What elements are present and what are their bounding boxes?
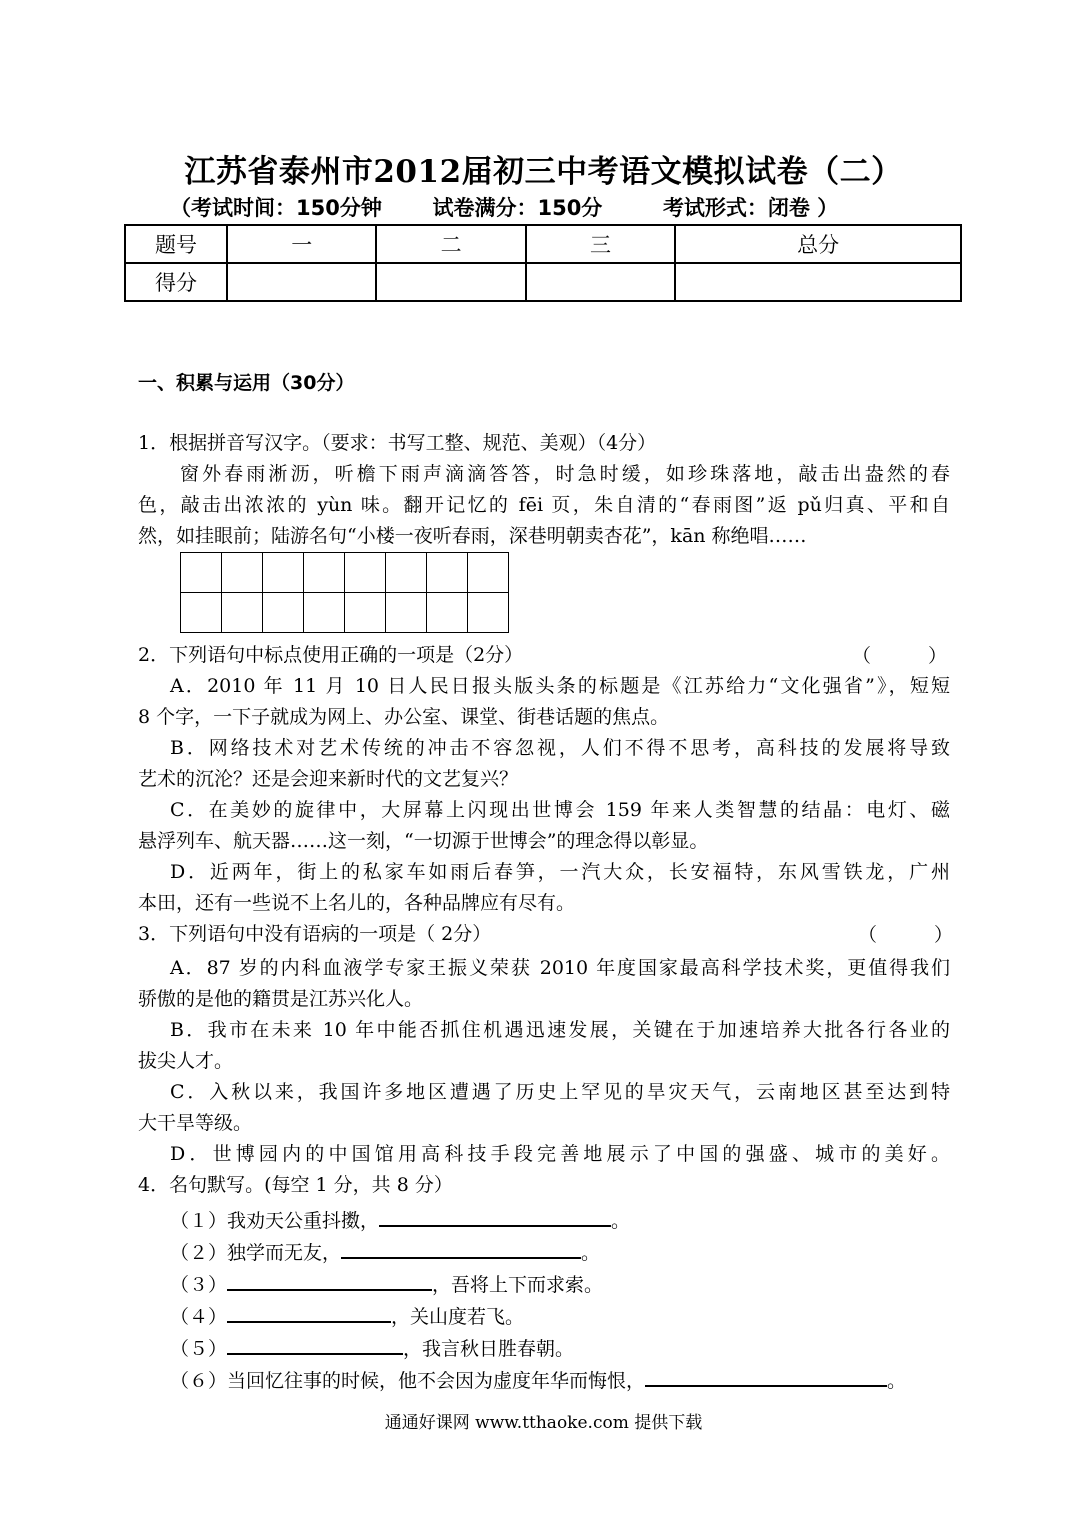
q4-item-1-end: 。 — [611, 1210, 631, 1232]
q4-item-3-end: ，吾将上下而求索。 — [432, 1274, 604, 1296]
q4-item-5-end: ，我言秋日胜春朝。 — [403, 1338, 575, 1360]
q2-option-c-cont: 悬浮列车、航天器……这一刻，“一切源于世博会”的理念得以彰显。 — [138, 830, 709, 852]
q2-answer-bracket[interactable]: （ ） — [852, 645, 948, 667]
q3-answer-bracket[interactable]: （ ） — [858, 924, 954, 946]
q4-item-6-end: 。 — [887, 1370, 907, 1392]
q3-option-d: D．世博园内的中国馆用高科技手段完善地展示了中国的强盛、城市的美好。 — [170, 1143, 950, 1165]
score-header-cell: 二 — [376, 225, 525, 263]
grid-cell[interactable] — [222, 593, 263, 633]
q4-item-6-text: （６）当回忆往事的时候，他不会因为虚度年华而悔恨， — [170, 1370, 646, 1392]
q3-stem: 3．下列语句中没有语病的一项是（ 2分） — [138, 923, 492, 945]
grid-cell[interactable] — [263, 553, 304, 593]
q4-item-1 — [170, 1203, 630, 1236]
q4-item-5 — [170, 1331, 574, 1364]
exam-time: （考试时间：150分钟 — [170, 196, 382, 220]
q2-option-d-cont: 本田，还有一些说不上名儿的，各种品牌应有尽有。 — [138, 892, 576, 914]
score-cell[interactable] — [376, 263, 525, 301]
score-table — [124, 224, 962, 302]
grid-cell[interactable] — [345, 593, 386, 633]
grid-cell[interactable] — [181, 553, 222, 593]
writing-grid — [180, 552, 509, 633]
grid-cell[interactable] — [427, 593, 468, 633]
grid-cell[interactable] — [468, 593, 509, 633]
q1-passage-line: 色，敲击出浓浓的 yùn 味。翻开记忆的 fēi 页，朱自清的“春雨图”返 pǔ归真、平和自 — [138, 494, 950, 516]
section-title: 一、积累与运用（30分） — [138, 372, 355, 394]
q2-option-c: C．在美妙的旋律中，大屏幕上闪现出世博会 159 年来人类智慧的结晶：电灯、磁 — [170, 799, 950, 821]
page-footer: 通通好课网 www.tthaoke.com 提供下载 — [384, 1413, 703, 1433]
q4-item-3-blank[interactable] — [227, 1267, 432, 1291]
grid-cell[interactable] — [222, 553, 263, 593]
grid-cell[interactable] — [427, 553, 468, 593]
grid-cell[interactable] — [304, 593, 345, 633]
score-table-header-row — [125, 225, 961, 263]
q4-item-2-end: 。 — [581, 1242, 601, 1264]
exam-info — [170, 192, 930, 222]
q3-option-b-cont: 拔尖人才。 — [138, 1050, 234, 1072]
grid-cell[interactable] — [181, 593, 222, 633]
q3-option-c: C．入秋以来，我国许多地区遭遇了历史上罕见的旱灾天气，云南地区甚至达到特 — [170, 1081, 950, 1103]
score-cell[interactable] — [526, 263, 675, 301]
q3-option-a: A．87 岁的内科血液学专家王振义荣获 2010 年度国家最高科学技术奖，更值得我们 — [170, 957, 950, 979]
score-header-cell: 三 — [526, 225, 675, 263]
grid-cell[interactable] — [345, 553, 386, 593]
q2-option-a: A．2010 年 11 月 10 日人民日报头版头条的标题是《江苏给力“文化强省”》，短短 — [170, 675, 950, 697]
q2-option-b: B．网络技术对艺术传统的冲击不容忽视，人们不得不思考，高科技的发展将导致 — [170, 737, 950, 759]
q4-stem: 4．名句默写。(每空 1 分，共 8 分） — [138, 1174, 453, 1196]
exam-form: 考试形式：闭卷 ） — [662, 196, 839, 220]
q3-option-b: B．我市在未来 10 年中能否抓住机遇迅速发展，关键在于加速培养大批各行各业的 — [170, 1019, 950, 1041]
score-header-cell: 题号 — [125, 225, 227, 263]
q3-option-c-cont: 大干旱等级。 — [138, 1112, 253, 1134]
q2-option-b-cont: 艺术的沉沦？还是会迎来新时代的文艺复兴？ — [138, 768, 519, 790]
q1-stem: 1．根据拼音写汉字。（要求：书写工整、规范、美观）（4分） — [138, 432, 657, 454]
score-header-cell: 一 — [227, 225, 376, 263]
q4-item-3 — [170, 1267, 603, 1300]
score-table-score-row — [125, 263, 961, 301]
score-header-cell: 总分 — [675, 225, 961, 263]
q4-item-2-blank[interactable] — [341, 1235, 581, 1259]
q4-item-4 — [170, 1299, 524, 1332]
q4-item-1-blank[interactable] — [379, 1203, 611, 1227]
grid-cell[interactable] — [304, 553, 345, 593]
score-cell[interactable] — [227, 263, 376, 301]
q4-item-5-text: （５） — [170, 1338, 228, 1360]
q1-passage-line: 然，如挂眼前；陆游名句“小楼一夜听春雨，深巷明朝卖杏花”，kān 称绝唱…… — [138, 525, 807, 547]
q3-option-a-cont: 骄傲的是他的籍贯是江苏兴化人。 — [138, 988, 424, 1010]
q4-item-4-end: ，关山度若飞。 — [391, 1306, 525, 1328]
score-row-label: 得分 — [125, 263, 227, 301]
grid-cell[interactable] — [386, 553, 427, 593]
q2-stem: 2．下列语句中标点使用正确的一项是（2分） — [138, 644, 524, 666]
grid-cell[interactable] — [386, 593, 427, 633]
full-score: 试卷满分：150分 — [432, 196, 603, 220]
q4-item-4-blank[interactable] — [227, 1299, 391, 1323]
q2-option-a-cont: 8 个字，一下子就成为网上、办公室、课堂、街巷话题的焦点。 — [138, 706, 670, 728]
q4-item-5-blank[interactable] — [227, 1331, 403, 1355]
q4-item-2 — [170, 1235, 600, 1268]
q4-item-3-text: （３） — [170, 1274, 228, 1296]
q4-item-4-text: （４） — [170, 1306, 228, 1328]
q2-option-d: D．近两年，街上的私家车如雨后春笋，一汽大众，长安福特，东风雪铁龙，广州 — [170, 861, 950, 883]
score-cell[interactable] — [675, 263, 961, 301]
q4-item-6 — [170, 1363, 906, 1396]
grid-cell[interactable] — [468, 553, 509, 593]
q4-item-2-text: （２）独学而无友， — [170, 1242, 342, 1264]
q4-item-6-blank[interactable] — [645, 1363, 887, 1387]
q4-item-1-text: （１）我劝天公重抖擞， — [170, 1210, 380, 1232]
exam-title: 江苏省泰州市2012届初三中考语文模拟试卷（二） — [184, 154, 903, 190]
grid-cell[interactable] — [263, 593, 304, 633]
q1-passage-line: 窗外春雨淅沥，听檐下雨声滴滴答答，时急时缓，如珍珠落地，敲击出盎然的春 — [180, 463, 950, 485]
